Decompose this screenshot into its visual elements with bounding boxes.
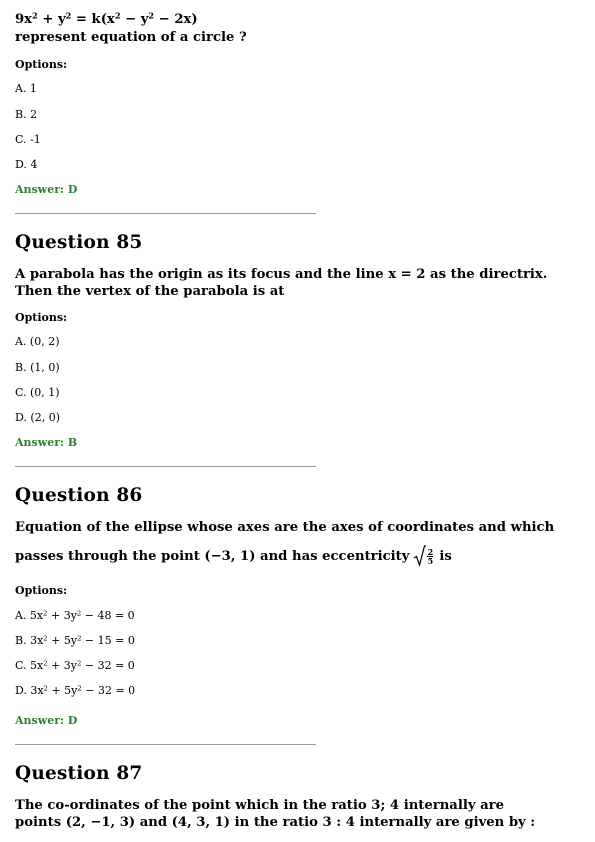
q86-answer: Answer: D bbox=[15, 714, 78, 727]
opt-part: − 48 = 0 bbox=[81, 609, 135, 622]
q84-eq-part: − y bbox=[120, 12, 149, 27]
opt-part: − 32 = 0 bbox=[81, 659, 135, 672]
opt-exp: 2 bbox=[43, 659, 48, 668]
fraction bbox=[427, 548, 433, 565]
q85-option-d: D. (2, 0) bbox=[15, 411, 60, 424]
opt-exp: 2 bbox=[43, 684, 48, 693]
q84-eq-part: − 2x) bbox=[154, 12, 198, 27]
opt-part: C. 5x bbox=[15, 659, 44, 672]
q85-text-line2: Then the vertex of the parabola is at bbox=[15, 284, 285, 299]
q84-option-c: C. -1 bbox=[15, 133, 41, 146]
q87-text-line2: points (2, −1, 3) and (4, 3, 1) in the ratio 3 : 4 internally are given by : bbox=[15, 815, 536, 830]
q84-option-a: A. 1 bbox=[15, 82, 37, 95]
q87-text-line1: The co-ordinates of the point which in the ratio 3; 4 internally are bbox=[15, 798, 505, 813]
q84-exp: 2 bbox=[148, 10, 155, 21]
q84-eq-part: = k(x bbox=[71, 12, 115, 27]
opt-part: B. 3x bbox=[15, 634, 44, 647]
sqrt-symbol bbox=[413, 545, 433, 567]
opt-part: + 5y bbox=[47, 684, 78, 697]
q84-exp: 2 bbox=[114, 10, 121, 21]
q87-heading: Question 87 bbox=[15, 763, 143, 784]
q84-exp: 2 bbox=[32, 10, 38, 21]
opt-exp: 2 bbox=[76, 609, 82, 618]
fraction-denominator: 5 bbox=[427, 555, 434, 566]
q84-answer: Answer: D bbox=[15, 183, 78, 196]
q86-option-a bbox=[15, 609, 135, 622]
q86-text-line2 bbox=[15, 545, 452, 567]
q86-line2-part: is bbox=[439, 548, 452, 564]
q84-equation-line bbox=[15, 11, 198, 28]
q86-option-d bbox=[15, 684, 135, 697]
opt-part: + 3y bbox=[47, 609, 77, 622]
q84-exp: 2 bbox=[65, 10, 72, 21]
fraction-numerator: 2 bbox=[427, 546, 434, 557]
opt-part: − 15 = 0 bbox=[81, 634, 135, 647]
q85-option-b: B. (1, 0) bbox=[15, 361, 60, 374]
q86-heading: Question 86 bbox=[15, 485, 143, 506]
divider bbox=[15, 744, 316, 745]
opt-exp: 2 bbox=[43, 634, 48, 643]
opt-exp: 2 bbox=[77, 684, 82, 693]
opt-part: + 3y bbox=[47, 659, 78, 672]
opt-exp: 2 bbox=[77, 659, 82, 668]
q86-options-label: Options: bbox=[15, 584, 68, 597]
q84-eq-part: 9x bbox=[15, 12, 33, 27]
opt-exp: 2 bbox=[43, 609, 48, 618]
q85-heading: Question 85 bbox=[15, 232, 143, 253]
q84-options-label: Options: bbox=[15, 58, 68, 71]
divider bbox=[15, 466, 316, 467]
q84-option-b: B. 2 bbox=[15, 108, 38, 121]
q85-answer: Answer: B bbox=[15, 436, 78, 449]
q85-text-line1: A parabola has the origin as its focus and the line x = 2 as the directrix. bbox=[15, 267, 548, 282]
opt-part: D. 3x bbox=[15, 684, 44, 697]
q84-eq-part: + y bbox=[37, 12, 66, 27]
divider bbox=[15, 213, 316, 214]
q84-text-line2: represent equation of a circle ? bbox=[15, 30, 247, 45]
opt-exp: 2 bbox=[77, 634, 82, 643]
opt-part: − 32 = 0 bbox=[81, 684, 136, 697]
q86-line2-part: passes through the point (−3, 1) and has eccentricity bbox=[15, 548, 410, 564]
opt-part: A. 5x bbox=[15, 609, 44, 622]
q85-option-c: C. (0, 1) bbox=[15, 386, 60, 399]
opt-part: + 5y bbox=[47, 634, 78, 647]
q86-text-line1: Equation of the ellipse whose axes are the axes of coordinates and which bbox=[15, 520, 555, 535]
q86-option-b bbox=[15, 634, 135, 647]
q85-option-a: A. (0, 2) bbox=[15, 335, 60, 348]
q84-option-d: D. 4 bbox=[15, 158, 38, 171]
radical-sign bbox=[413, 545, 426, 567]
q85-options-label: Options: bbox=[15, 311, 68, 324]
q86-option-c bbox=[15, 659, 135, 672]
